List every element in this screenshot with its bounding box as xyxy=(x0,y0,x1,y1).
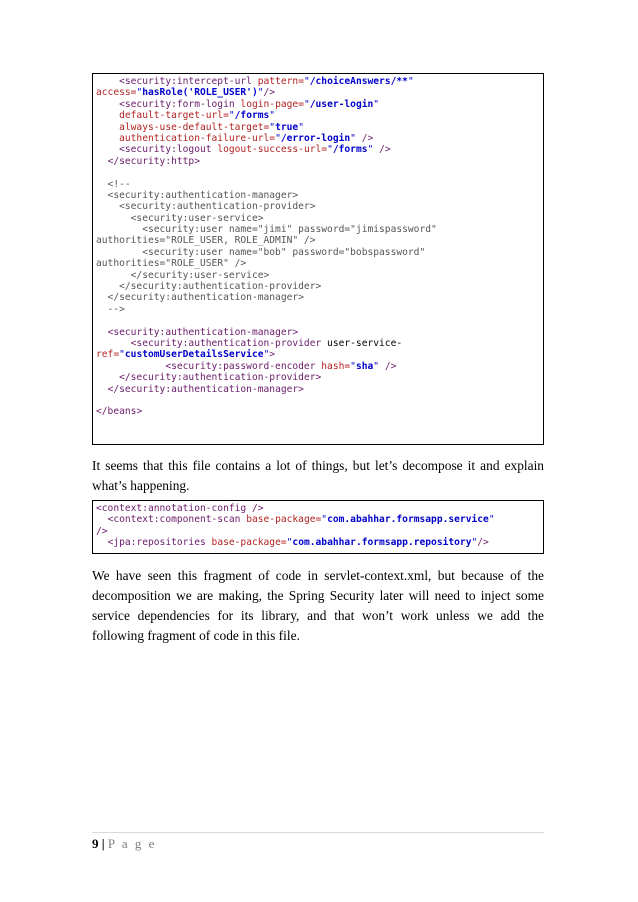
code-line xyxy=(96,167,543,178)
code-line: <security:user name="bob" password="bobspassword" xyxy=(96,246,426,258)
code-line: ref="customUserDetailsService"> xyxy=(96,349,276,361)
code-line: default-target-url="/forms" xyxy=(119,110,276,122)
code-line xyxy=(96,395,543,406)
code-line: authorities="ROLE_USER" /> xyxy=(96,258,247,270)
code-line: authorities="ROLE_USER, ROLE_ADMIN" /> xyxy=(96,235,316,247)
code-line: <context:annotation-config /> xyxy=(96,503,264,514)
code-line: </security:authentication-provider> xyxy=(96,281,322,293)
code-line: <!-- xyxy=(96,178,131,190)
code-line: <security:intercept-url pattern="/choiceAnswers/**" xyxy=(119,76,414,87)
code-line: <security:form-login login-page="/user-login" xyxy=(119,98,380,110)
code-line: --> xyxy=(96,303,125,315)
paragraph-servlet-context: We have seen this fragment of code in servlet-context.xml, but because of the decomposition we are making, the Spring Security later will need to inject some service dependencies for its library, and that won’t work unless we add the following fragment of code in this file. xyxy=(92,568,544,643)
page-number: 9 xyxy=(92,836,99,851)
code-line: <security:user name="jimi" password="jimispassword" xyxy=(96,224,437,236)
code-line xyxy=(96,315,543,326)
page-label: P a g e xyxy=(107,836,157,851)
footer-divider xyxy=(92,832,544,833)
code-line: /> xyxy=(96,525,108,537)
code-line: always-use-default-target="true" xyxy=(119,121,304,133)
code-line: </security:authentication-provider> xyxy=(119,372,322,384)
code-line: authentication-failure-url="/error-login" /> xyxy=(119,132,374,144)
code-line: <jpa:repositories base-package="com.abahhar.formsapp.repository"/> xyxy=(107,537,489,549)
code-line: </beans> xyxy=(96,406,143,418)
code-line: <security:authentication-provider> xyxy=(96,201,316,213)
code-line: </security:user-service> xyxy=(96,269,270,281)
code-line: </security:authentication-manager> xyxy=(96,292,304,304)
code-line: <security:user-service> xyxy=(96,212,264,224)
footer-separator: | xyxy=(98,836,108,851)
page-footer xyxy=(92,836,156,852)
code-block-security-config xyxy=(92,73,544,445)
code-block-context-config xyxy=(92,500,544,554)
paragraph-decompose: It seems that this file contains a lot of things, but let’s decompose it and explain what’s happening. xyxy=(92,458,544,493)
code-line: <context:component-scan base-package="com.abahhar.formsapp.service" xyxy=(107,514,495,526)
code-line: <security:authentication-manager> xyxy=(107,326,299,338)
code-line: <security:logout logout-success-url="/forms" /> xyxy=(119,144,391,156)
code-line: access="hasRole('ROLE_USER')"/> xyxy=(96,87,276,99)
code-line: </security:http> xyxy=(107,155,200,167)
code-line: <security:authentication-manager> xyxy=(96,189,299,201)
code-line: <security:password-encoder hash="sha" /> xyxy=(165,360,397,372)
code-line: </security:authentication-manager> xyxy=(107,383,304,395)
code-line: <security:authentication-provider user-service- xyxy=(130,337,403,349)
